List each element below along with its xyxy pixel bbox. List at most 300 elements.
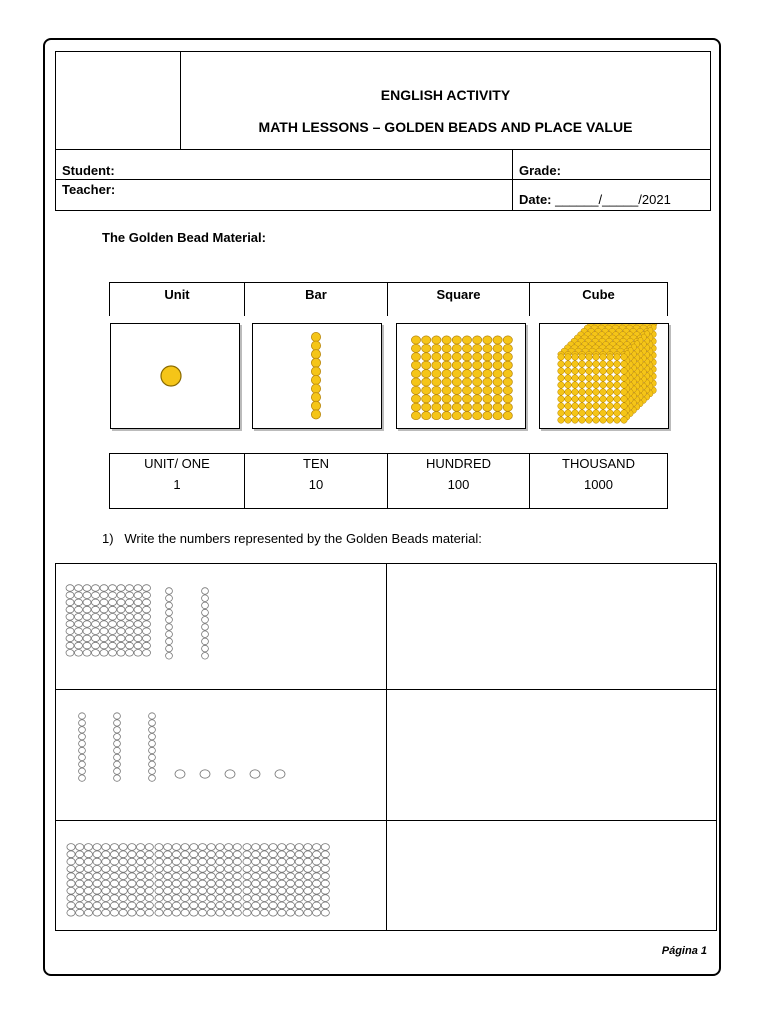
bead [607, 389, 614, 396]
bead [614, 403, 621, 410]
bead [190, 844, 198, 851]
bead [83, 635, 91, 642]
bead [172, 844, 180, 851]
hundred-square-icon [397, 324, 525, 428]
bead [172, 887, 180, 894]
bead [137, 902, 145, 909]
bead [143, 585, 151, 592]
bead [452, 353, 461, 361]
bead [172, 858, 180, 865]
bead [572, 368, 579, 375]
bead [607, 417, 614, 424]
bead [143, 635, 151, 642]
bead [164, 902, 172, 909]
bead [93, 858, 101, 865]
bead [166, 631, 173, 638]
bead [134, 585, 142, 592]
bead [304, 844, 312, 851]
bead [572, 375, 579, 382]
bead [593, 417, 600, 424]
bead [614, 396, 621, 403]
bead [76, 873, 84, 880]
bead [321, 851, 329, 858]
bead [432, 361, 441, 369]
bead [66, 585, 74, 592]
bead [278, 873, 286, 880]
bead [92, 592, 100, 599]
bead [100, 642, 108, 649]
bead [149, 775, 156, 781]
bead [304, 880, 312, 887]
bead [452, 378, 461, 386]
bead [172, 902, 180, 909]
grade-field[interactable] [512, 149, 711, 180]
bead [172, 895, 180, 902]
bead [493, 378, 502, 386]
bead [321, 887, 329, 894]
bead [137, 858, 145, 865]
bead [442, 344, 451, 352]
bead [76, 851, 84, 858]
bead [145, 887, 153, 894]
bead [145, 902, 153, 909]
bead [411, 353, 420, 361]
bead [92, 614, 100, 621]
bead [128, 858, 136, 865]
bead [119, 902, 127, 909]
bead [100, 585, 108, 592]
bead [207, 866, 215, 873]
bead [83, 585, 91, 592]
bead [503, 378, 512, 386]
bead [117, 606, 125, 613]
bead [452, 336, 461, 344]
bead [493, 370, 502, 378]
bead [207, 858, 215, 865]
bead [243, 858, 251, 865]
bead [321, 902, 329, 909]
bead [452, 361, 461, 369]
exercise-row-1-answer[interactable] [386, 563, 717, 690]
bead [600, 403, 607, 410]
bead [93, 887, 101, 894]
bead [84, 844, 92, 851]
bead [67, 844, 75, 851]
bead [260, 909, 268, 916]
bead [572, 417, 579, 424]
bead [565, 354, 572, 361]
bead [119, 873, 127, 880]
bead [278, 880, 286, 887]
bead [579, 417, 586, 424]
bead [126, 606, 134, 613]
bead [593, 389, 600, 396]
bead [93, 895, 101, 902]
bead [109, 585, 117, 592]
bead [593, 410, 600, 417]
bead [92, 628, 100, 635]
bead [593, 368, 600, 375]
bead [311, 410, 320, 419]
bead [483, 361, 492, 369]
teacher-field[interactable] [55, 179, 513, 211]
bead [207, 902, 215, 909]
bead [311, 367, 320, 376]
bead [92, 635, 100, 642]
bead [110, 873, 118, 880]
bead [233, 866, 241, 873]
bead [149, 761, 156, 767]
bead [202, 602, 209, 609]
bead [452, 386, 461, 394]
label-bar: Bar [244, 282, 388, 316]
bead [166, 638, 173, 645]
exercise-row-3-answer[interactable] [386, 820, 717, 931]
activity-title: ENGLISH ACTIVITY [380, 87, 511, 103]
bead [128, 866, 136, 873]
bead [102, 858, 110, 865]
bead [462, 370, 471, 378]
date-label: Date: [519, 192, 552, 207]
bead [216, 844, 224, 851]
bead [128, 909, 136, 916]
bead [621, 368, 628, 375]
bead [202, 653, 209, 660]
bead [565, 389, 572, 396]
bead [579, 354, 586, 361]
bead [600, 354, 607, 361]
bead [593, 375, 600, 382]
bead [202, 638, 209, 645]
bead [117, 650, 125, 657]
bead [119, 844, 127, 851]
bead [110, 887, 118, 894]
bead [225, 858, 233, 865]
bead [586, 403, 593, 410]
bead [600, 410, 607, 417]
bead [565, 368, 572, 375]
bead [110, 866, 118, 873]
label-square: Square [387, 282, 530, 316]
bead [579, 403, 586, 410]
bead [114, 713, 121, 719]
bead [119, 887, 127, 894]
bead [411, 336, 420, 344]
value-unit-name: UNIT/ ONE [144, 456, 210, 471]
bead [278, 851, 286, 858]
bead [572, 389, 579, 396]
bead [411, 361, 420, 369]
single-bead-icon [111, 324, 239, 428]
bead [134, 614, 142, 621]
bead [92, 642, 100, 649]
bead [558, 368, 565, 375]
bead [155, 866, 163, 873]
bead [422, 403, 431, 411]
bead [252, 880, 260, 887]
bead [76, 858, 84, 865]
bead [321, 873, 329, 880]
bead [473, 336, 482, 344]
bead [117, 642, 125, 649]
bead [586, 354, 593, 361]
bead [216, 902, 224, 909]
label-cube: Cube [529, 282, 668, 316]
bead [110, 858, 118, 865]
bead [84, 851, 92, 858]
bead [473, 403, 482, 411]
bead [166, 645, 173, 652]
bead [79, 754, 86, 760]
bead [143, 650, 151, 657]
bead [607, 354, 614, 361]
bead [483, 336, 492, 344]
bead [565, 361, 572, 368]
date-field[interactable] [512, 179, 711, 211]
bead [422, 370, 431, 378]
bead [166, 624, 173, 631]
bead [216, 895, 224, 902]
bead [295, 909, 303, 916]
bead [260, 895, 268, 902]
bead [621, 354, 628, 361]
bead [149, 740, 156, 746]
bead [84, 895, 92, 902]
bead [260, 887, 268, 894]
bead [225, 895, 233, 902]
bead [233, 880, 241, 887]
bead [260, 873, 268, 880]
bead [102, 887, 110, 894]
page-number: Página 1 [661, 945, 707, 957]
bead [149, 734, 156, 740]
bead [137, 851, 145, 858]
bead [442, 378, 451, 386]
bead [250, 770, 260, 778]
bead [110, 880, 118, 887]
bead [76, 880, 84, 887]
bead [75, 642, 83, 649]
bead [114, 727, 121, 733]
bead [172, 851, 180, 858]
bead [311, 350, 320, 359]
bead [483, 378, 492, 386]
bead [110, 909, 118, 916]
bead [202, 588, 209, 595]
bead [600, 375, 607, 382]
cube-picture [539, 323, 669, 429]
bead [295, 895, 303, 902]
bead [243, 887, 251, 894]
bead [295, 887, 303, 894]
bead [114, 754, 121, 760]
bead [126, 614, 134, 621]
bead [84, 887, 92, 894]
bead [166, 653, 173, 660]
bead [143, 621, 151, 628]
bead [225, 909, 233, 916]
bead [432, 336, 441, 344]
bead [586, 382, 593, 389]
bead [483, 370, 492, 378]
bead [137, 887, 145, 894]
ten-bar-icon [253, 324, 381, 428]
bead [607, 361, 614, 368]
bead [493, 353, 502, 361]
bead [110, 844, 118, 851]
value-unit [109, 453, 245, 509]
bead [558, 389, 565, 396]
bead [411, 344, 420, 352]
lesson-title: MATH LESSONS – GOLDEN BEADS AND PLACE VALUE [258, 119, 633, 135]
bead [66, 642, 74, 649]
bead [117, 635, 125, 642]
bead [181, 844, 189, 851]
bead [155, 895, 163, 902]
bead [172, 866, 180, 873]
bead [295, 873, 303, 880]
bead [181, 902, 189, 909]
bead [134, 592, 142, 599]
bead [198, 887, 206, 894]
bead [117, 585, 125, 592]
bead [83, 614, 91, 621]
bead [128, 851, 136, 858]
bead [432, 353, 441, 361]
bead [134, 635, 142, 642]
bead [442, 370, 451, 378]
bead [286, 851, 294, 858]
bead [134, 628, 142, 635]
bead [452, 403, 461, 411]
bead [593, 396, 600, 403]
bead [462, 378, 471, 386]
bead [134, 599, 142, 606]
bead [110, 902, 118, 909]
bead [166, 617, 173, 624]
bead [313, 851, 321, 858]
bead [92, 621, 100, 628]
bead [503, 336, 512, 344]
bead [76, 866, 84, 873]
bead [79, 740, 86, 746]
bead [313, 844, 321, 851]
bead [102, 844, 110, 851]
bead [198, 866, 206, 873]
bead [109, 650, 117, 657]
bead [225, 902, 233, 909]
value-hundred-name: HUNDRED [426, 456, 491, 471]
bead [119, 858, 127, 865]
header-logo-cell [55, 51, 181, 150]
bead [93, 844, 101, 851]
bead [321, 844, 329, 851]
bead [126, 650, 134, 657]
bead [269, 880, 277, 887]
bead [76, 902, 84, 909]
bead [311, 332, 320, 341]
bead [473, 370, 482, 378]
bead [66, 606, 74, 613]
bead [311, 341, 320, 350]
bead [216, 851, 224, 858]
bead [109, 614, 117, 621]
bead [614, 389, 621, 396]
bead [198, 844, 206, 851]
bead [503, 370, 512, 378]
bead [462, 344, 471, 352]
bead [275, 770, 285, 778]
bead [79, 713, 86, 719]
bead [102, 851, 110, 858]
bead [411, 378, 420, 386]
bead [432, 412, 441, 420]
exercise-row-2-answer[interactable] [386, 689, 717, 821]
bead [269, 873, 277, 880]
bead [67, 909, 75, 916]
bead [493, 386, 502, 394]
bead [84, 909, 92, 916]
bead [128, 902, 136, 909]
bead [493, 336, 502, 344]
bead [100, 614, 108, 621]
bead [225, 844, 233, 851]
bead [295, 858, 303, 865]
label-unit: Unit [109, 282, 245, 316]
bead [181, 866, 189, 873]
bead [321, 909, 329, 916]
bead [442, 361, 451, 369]
value-hundred [387, 453, 530, 509]
bead [304, 866, 312, 873]
bead [155, 844, 163, 851]
bead [117, 592, 125, 599]
bead [181, 909, 189, 916]
bead [586, 396, 593, 403]
value-ten-name: TEN [303, 456, 329, 471]
bead [473, 386, 482, 394]
bead [190, 887, 198, 894]
student-field[interactable] [55, 149, 513, 180]
bead [126, 635, 134, 642]
bead [137, 873, 145, 880]
bead [190, 895, 198, 902]
bead [198, 909, 206, 916]
bead [607, 410, 614, 417]
bead [190, 851, 198, 858]
bead [572, 410, 579, 417]
bead [109, 621, 117, 628]
bead [79, 747, 86, 753]
bead [79, 761, 86, 767]
bead [93, 909, 101, 916]
bead [145, 909, 153, 916]
bead [202, 624, 209, 631]
bead [233, 895, 241, 902]
bead [202, 595, 209, 602]
bead-group-icon [56, 690, 386, 820]
bead [75, 585, 83, 592]
bead [473, 412, 482, 420]
unit-picture [110, 323, 240, 429]
bead [593, 382, 600, 389]
bead [313, 895, 321, 902]
bead [92, 650, 100, 657]
header-title-cell [180, 51, 711, 150]
bead [79, 775, 86, 781]
bead [621, 417, 628, 424]
bead [579, 361, 586, 368]
